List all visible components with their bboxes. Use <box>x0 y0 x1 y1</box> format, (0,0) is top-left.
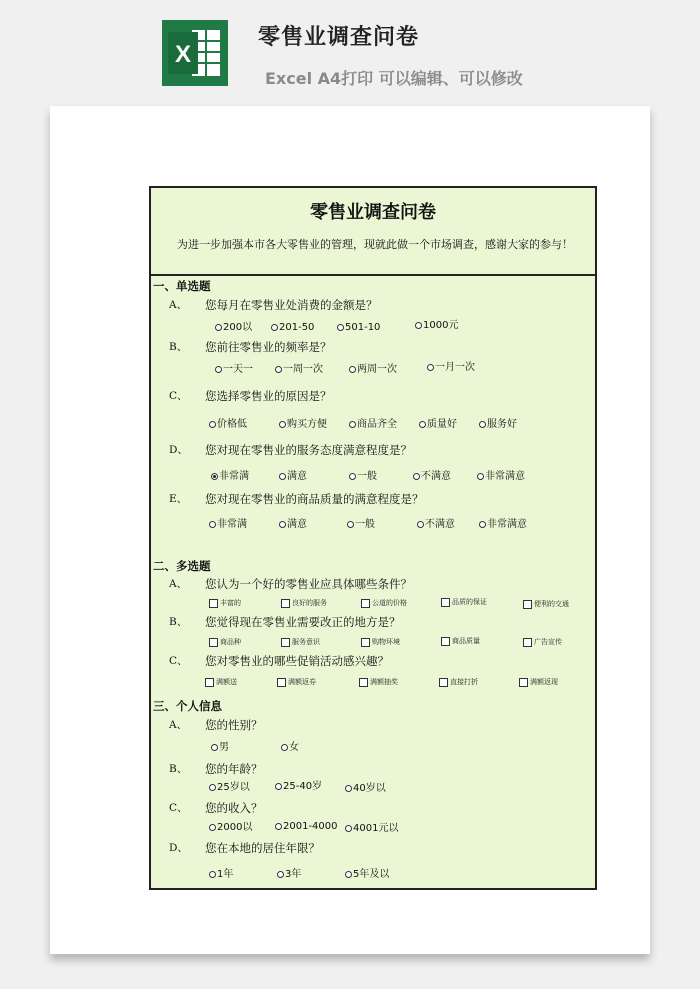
radio-circle-icon <box>209 784 216 791</box>
checkbox-option[interactable]: 丰富的 <box>209 597 241 610</box>
checkbox-option[interactable]: 商品种 <box>209 636 241 649</box>
radio-option[interactable]: 一周一次 <box>275 363 323 376</box>
radio-option[interactable]: 商品齐全 <box>349 418 397 431</box>
radio-circle-icon <box>477 473 484 480</box>
checkbox-option[interactable]: 便利的交通 <box>523 598 569 611</box>
radio-option[interactable]: 5年及以 <box>345 868 389 881</box>
radio-option[interactable]: 2001-4000 <box>275 820 338 833</box>
radio-circle-icon <box>279 521 286 528</box>
radio-option[interactable]: 服务好 <box>479 418 517 431</box>
question-text: 您每月在零售业处消费的金额是？ <box>205 298 378 312</box>
radio-option[interactable]: 3年 <box>277 868 301 881</box>
checkbox-icon <box>361 599 370 608</box>
radio-option[interactable]: 201-50 <box>271 321 314 334</box>
radio-option[interactable]: 女 <box>281 741 299 754</box>
question-text: 您前往零售业的频率是？ <box>205 340 332 354</box>
question-text: 您的年龄？ <box>205 762 263 776</box>
radio-circle-icon <box>349 366 356 373</box>
radio-option[interactable]: 购买方便 <box>279 418 327 431</box>
checkbox-option[interactable]: 直接打折 <box>439 676 478 689</box>
radio-circle-icon <box>349 473 356 480</box>
radio-option[interactable]: 25-40岁 <box>275 780 322 793</box>
section-multiple-choice: 二、多选题 <box>153 559 211 573</box>
page-title: 零售业调查问卷 <box>258 25 420 50</box>
questionnaire <box>149 186 597 890</box>
question-text: 您在本地的居住年限？ <box>205 841 320 855</box>
question-text: 您认为一个好的零售业应具体哪些条件？ <box>205 577 412 591</box>
radio-circle-icon <box>277 871 284 878</box>
radio-option[interactable]: 质量好 <box>419 418 457 431</box>
radio-option[interactable]: 一天一 <box>215 363 253 376</box>
radio-option[interactable]: 不满意 <box>413 470 451 483</box>
radio-circle-icon <box>427 364 434 371</box>
radio-circle-icon <box>417 521 424 528</box>
radio-option[interactable]: 两周一次 <box>349 363 397 376</box>
radio-option[interactable]: 一般 <box>349 470 377 483</box>
question-number: B、 <box>169 763 188 775</box>
radio-option[interactable]: 2000以 <box>209 821 252 834</box>
checkbox-option[interactable]: 广告宣传 <box>523 636 562 649</box>
radio-circle-icon <box>337 324 344 331</box>
radio-circle-icon <box>479 521 486 528</box>
radio-circle-icon <box>275 366 282 373</box>
radio-circle-icon <box>345 785 352 792</box>
questionnaire-header <box>151 188 595 276</box>
question-number: C、 <box>169 655 188 667</box>
checkbox-icon <box>359 678 368 687</box>
radio-selected-icon <box>211 473 218 480</box>
checkbox-icon <box>281 638 290 647</box>
question-text: 您的性别？ <box>205 718 263 732</box>
radio-circle-icon <box>271 324 278 331</box>
question-text: 您觉得现在零售业需要改正的地方是？ <box>205 615 401 629</box>
checkbox-option[interactable]: 品质的保证 <box>441 596 487 609</box>
radio-circle-icon <box>215 324 222 331</box>
checkbox-icon <box>523 638 532 647</box>
page-subtitle: Excel A4打印 可以编辑、可以修改 <box>265 69 523 88</box>
radio-option[interactable]: 1年 <box>209 868 233 881</box>
radio-option[interactable]: 满意 <box>279 518 307 531</box>
question-number: A、 <box>169 578 188 590</box>
section-personal-info: 三、个人信息 <box>153 699 222 713</box>
question-number: D、 <box>169 444 188 456</box>
checkbox-option[interactable]: 满额返券 <box>277 676 316 689</box>
checkbox-icon <box>441 637 450 646</box>
radio-circle-icon <box>349 421 356 428</box>
radio-option[interactable]: 一月一次 <box>427 361 475 374</box>
checkbox-option[interactable]: 满额返现 <box>519 676 558 689</box>
checkbox-option[interactable]: 公道的价格 <box>361 597 407 610</box>
question-text: 您的收入？ <box>205 801 263 815</box>
questionnaire-title: 零售业调查问卷 <box>310 202 436 223</box>
checkbox-icon <box>441 598 450 607</box>
question-number: B、 <box>169 616 188 628</box>
checkbox-icon <box>205 678 214 687</box>
checkbox-icon <box>361 638 370 647</box>
radio-option[interactable]: 非常满意 <box>479 518 527 531</box>
checkbox-icon <box>209 638 218 647</box>
checkbox-option[interactable]: 满额抽奖 <box>359 676 398 689</box>
radio-circle-icon <box>209 521 216 528</box>
radio-circle-icon <box>211 744 218 751</box>
radio-circle-icon <box>479 421 486 428</box>
radio-circle-icon <box>209 824 216 831</box>
page-header <box>0 0 700 106</box>
checkbox-icon <box>439 678 448 687</box>
checkbox-option[interactable]: 服务意识 <box>281 636 320 649</box>
radio-option[interactable]: 非常满 <box>211 470 249 483</box>
radio-circle-icon <box>345 871 352 878</box>
radio-circle-icon <box>347 521 354 528</box>
radio-option[interactable]: 4001元以 <box>345 822 398 835</box>
checkbox-icon <box>519 678 528 687</box>
question-text: 您选择零售业的原因是？ <box>205 389 332 403</box>
question-number: A、 <box>169 719 188 731</box>
radio-circle-icon <box>415 322 422 329</box>
radio-option[interactable]: 不满意 <box>417 518 455 531</box>
radio-circle-icon <box>275 823 282 830</box>
radio-option[interactable]: 40岁以 <box>345 782 386 795</box>
radio-circle-icon <box>279 473 286 480</box>
checkbox-icon <box>277 678 286 687</box>
logo-letter: X <box>174 41 192 68</box>
question-number: C、 <box>169 390 188 402</box>
radio-option[interactable]: 200以 <box>215 321 252 334</box>
question-number: A、 <box>169 299 188 311</box>
question-number: D、 <box>169 842 188 854</box>
excel-logo-icon <box>162 20 228 86</box>
question-number: B、 <box>169 341 188 353</box>
radio-option[interactable]: 非常满 <box>209 518 247 531</box>
questionnaire-intro: 为进一步加强本市各大零售业的管理，现就此做一个市场调查，感谢大家的参与！ <box>177 238 573 251</box>
question-number: C、 <box>169 802 188 814</box>
radio-option[interactable]: 25岁以 <box>209 781 250 794</box>
question-text: 您对现在零售业的商品质量的满意程度是？ <box>205 492 424 506</box>
radio-circle-icon <box>279 421 286 428</box>
radio-circle-icon <box>345 825 352 832</box>
radio-circle-icon <box>275 783 282 790</box>
radio-option[interactable]: 男 <box>211 741 229 754</box>
radio-option[interactable]: 1000元 <box>415 319 458 332</box>
checkbox-option[interactable]: 购物环境 <box>361 636 400 649</box>
checkbox-icon <box>281 599 290 608</box>
checkbox-option[interactable]: 商品质量 <box>441 635 480 648</box>
radio-option[interactable]: 一般 <box>347 518 375 531</box>
radio-circle-icon <box>413 473 420 480</box>
radio-circle-icon <box>209 871 216 878</box>
radio-option[interactable]: 501-10 <box>337 321 380 334</box>
question-text: 您对零售业的哪些促销活动感兴趣？ <box>205 654 389 668</box>
checkbox-option[interactable]: 良好的服务 <box>281 597 327 610</box>
radio-circle-icon <box>209 421 216 428</box>
radio-circle-icon <box>419 421 426 428</box>
radio-option[interactable]: 非常满意 <box>477 470 525 483</box>
checkbox-option[interactable]: 满额送 <box>205 676 237 689</box>
radio-option[interactable]: 价格低 <box>209 418 247 431</box>
question-text: 您对现在零售业的服务态度满意程度是？ <box>205 443 412 457</box>
radio-option[interactable]: 满意 <box>279 470 307 483</box>
radio-circle-icon <box>281 744 288 751</box>
section-single-choice: 一、单选题 <box>153 279 211 293</box>
radio-circle-icon <box>215 366 222 373</box>
question-number: E、 <box>169 493 188 505</box>
checkbox-icon <box>523 600 532 609</box>
checkbox-icon <box>209 599 218 608</box>
